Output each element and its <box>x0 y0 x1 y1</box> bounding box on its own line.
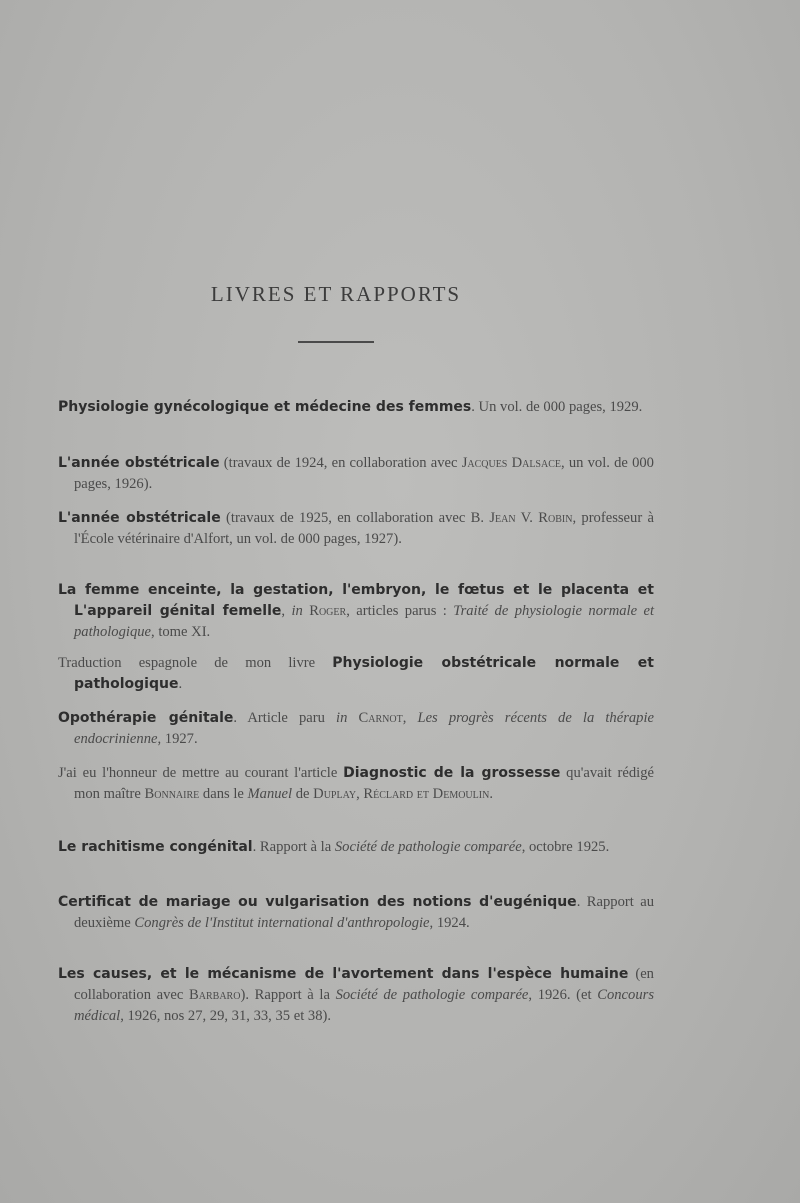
entry-title: Certificat de mariage ou vulgarisation des notions d'eugénique <box>58 894 577 910</box>
entry-title: La femme enceinte, la gestation, l'embryon, le fœtus et le placenta et L'appareil génital femelle <box>58 582 654 619</box>
entry-title: Le rachitisme congénital <box>58 839 253 855</box>
entry-1: Physiologie gynécologique et médecine des femmes. Un vol. de 000 pages, 1929. <box>58 399 643 415</box>
entry-9: Certificat de mariage ou vulgarisation des notions d'eugénique. Rapport au deuxième Congrès de l'Institut international d'anthropologie, 1924. <box>58 894 654 931</box>
title-rule <box>298 341 374 343</box>
entry-title: Les causes, et le mécanisme de l'avortement dans l'espèce humaine <box>58 966 629 982</box>
entry-title: L'année obstétricale <box>58 510 221 526</box>
entry-6: Opothérapie génitale. Article paru in Carnot, Les progrès récents de la thérapie endocrinienne, 1927. <box>58 710 655 747</box>
entry-title: Diagnostic de la grossesse <box>343 765 561 781</box>
entry-3: L'année obstétricale (travaux de 1925, en collaboration avec B. Jean V. Robin, professeur à l'École vétérinaire d'Alfort, un vol. de 000 pages, 1927). <box>58 510 654 547</box>
entry-5: Traduction espagnole de mon livre Physiologie obstétricale normale et pathologique. <box>58 655 654 692</box>
entry-2: L'année obstétricale (travaux de 1924, en collaboration avec Jacques Dalsace, un vol. de 000 pages, 1926). <box>58 455 654 492</box>
entry-10: Les causes, et le mécanisme de l'avortement dans l'espèce humaine (en collaboration avec Barbaro). Rapport à la Société de pathologie comparée, 1926. (et Concours médical, 1926, nos 27, 29, 31, 33, 35 et 38). <box>58 966 654 1024</box>
entry-4: La femme enceinte, la gestation, l'embryon, le fœtus et le placenta et L'appareil génital femelle, in Roger, articles parus : Traité de physiologie normale et pathologique, tome XI. <box>58 582 654 640</box>
entry-title: Opothérapie génitale <box>58 710 234 726</box>
entry-title: L'année obstétricale <box>58 455 220 471</box>
entry-7: J'ai eu l'honneur de mettre au courant l'article Diagnostic de la grossesse qu'avait rédigé mon maître Bonnaire dans le Manuel de Duplay, Réclard et Demoulin. <box>58 765 654 802</box>
entry-8: Le rachitisme congénital. Rapport à la Société de pathologie comparée, octobre 1925. <box>58 839 610 855</box>
entry-title: Physiologie obstétricale normale et pathologique <box>74 655 654 692</box>
page-title: LIVRES ET RAPPORTS <box>210 282 462 306</box>
entry-title: Physiologie gynécologique et médecine des femmes <box>58 399 472 415</box>
